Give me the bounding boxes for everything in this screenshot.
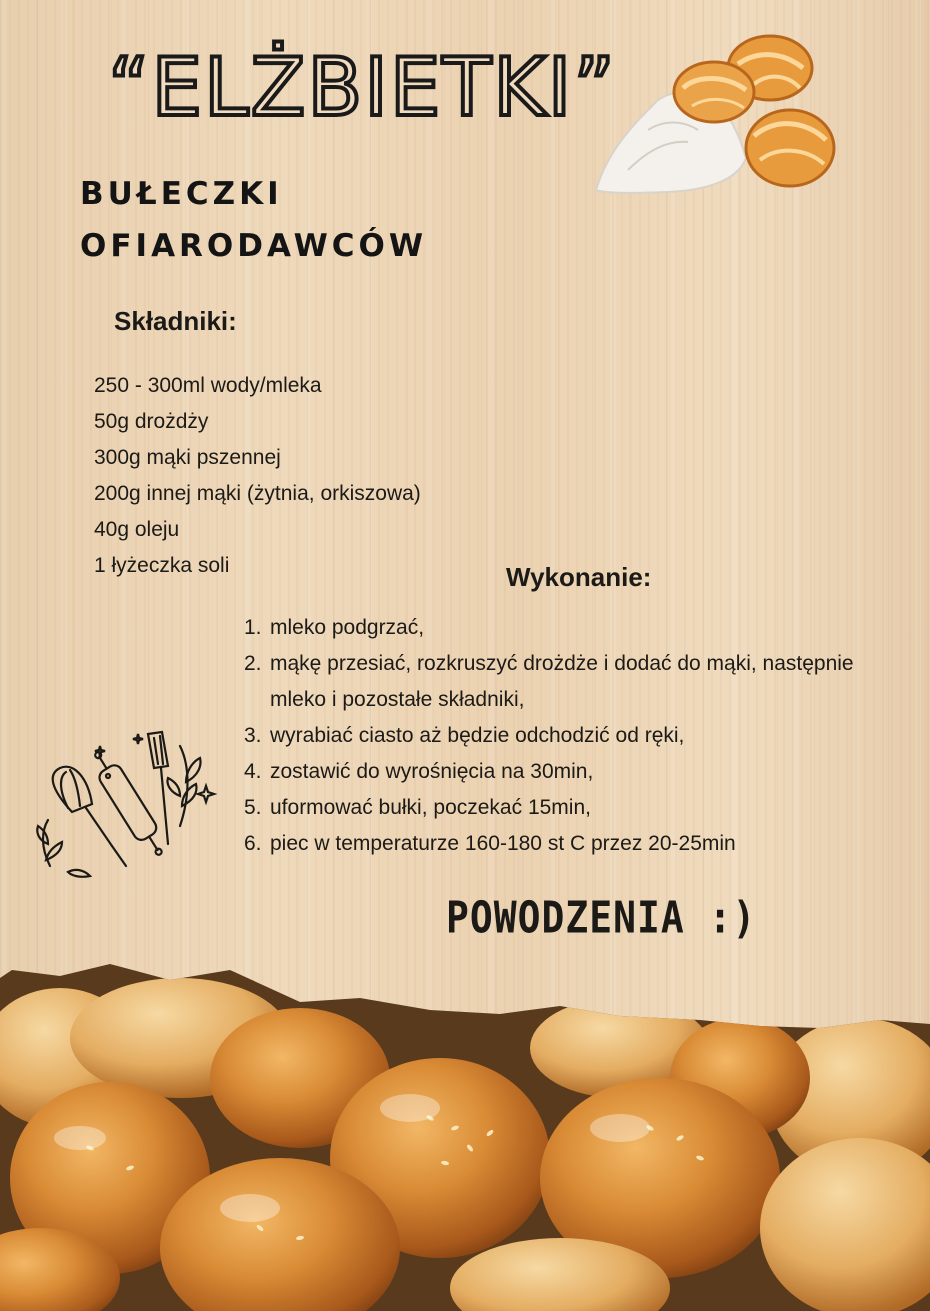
step-number: 4. <box>244 760 262 783</box>
ingredient-item: 200g innej mąki (żytnia, orkiszowa) <box>94 482 421 505</box>
ingredient-item: 250 - 300ml wody/mleka <box>94 374 322 397</box>
ingredient-item: 50g drożdży <box>94 410 209 433</box>
step-text: mleko podgrzać, <box>270 616 425 639</box>
step-number: 6. <box>244 832 262 855</box>
bun-left <box>674 62 754 122</box>
subtitle-line-1: BUŁECZKI <box>80 176 283 212</box>
step-text: piec w temperaturze 160-180 st C przez 20-25min <box>270 832 736 855</box>
step-item <box>244 646 904 718</box>
closing-message: POWODZENIA :) <box>446 892 757 943</box>
step-number: 3. <box>244 724 262 747</box>
ingredients-heading: Składniki: <box>114 306 237 336</box>
steps-heading: Wykonanie: <box>506 562 652 592</box>
buns-and-flour-icon <box>588 30 848 200</box>
ingredients-list <box>94 368 421 584</box>
subtitle-line-2: OFIARODAWCÓW <box>80 228 428 264</box>
page-title: “ELŻBIETKI” <box>108 41 617 134</box>
step-text: wyrabiać ciasto aż będzie odchodzić od ręki, <box>270 724 685 747</box>
step-text: mąkę przesiać, rozkruszyć drożdże i dodać do mąki, następnie mleko i pozostałe składniki, <box>270 652 854 711</box>
baking-tools-icon <box>30 726 220 886</box>
step-text: uformować bułki, poczekać 15min, <box>270 796 591 819</box>
ingredient-item: 1 łyżeczka soli <box>94 554 230 577</box>
step-item <box>244 718 904 754</box>
bun-right <box>746 110 834 186</box>
whisk-icon <box>53 767 126 866</box>
step-number: 2. <box>244 652 262 675</box>
recipe-subtitle <box>80 168 500 272</box>
step-item <box>244 826 904 862</box>
step-item <box>244 790 904 826</box>
spatula-icon <box>148 732 168 844</box>
step-item <box>244 754 904 790</box>
ingredient-item: 40g oleju <box>94 518 180 541</box>
step-text: zostawić do wyrośnięcia na 30min, <box>270 760 594 783</box>
step-number: 5. <box>244 796 262 819</box>
step-item <box>244 610 904 646</box>
bread-rolls-photo <box>0 958 930 1311</box>
ingredient-item: 300g mąki pszennej <box>94 446 281 469</box>
step-number: 1. <box>244 616 262 639</box>
steps-list <box>244 610 904 862</box>
